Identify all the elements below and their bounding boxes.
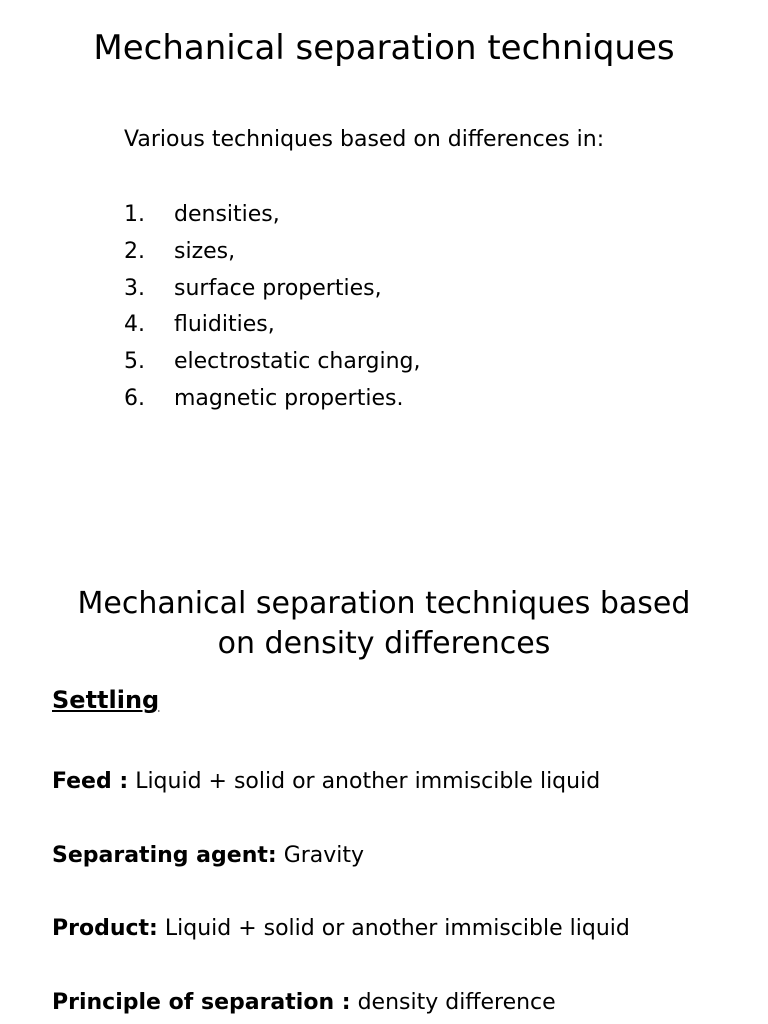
- section-title-line2: on density differences: [217, 626, 551, 661]
- principle-value: density difference: [357, 990, 556, 1015]
- technique-list: [124, 200, 420, 421]
- list-text: electrostatic charging,: [174, 349, 421, 375]
- section-title-line1: Mechanical separation techniques based: [77, 586, 691, 621]
- section-title: [0, 584, 768, 664]
- list-number: 1.: [124, 202, 145, 227]
- product-field: [52, 914, 630, 944]
- principle-field: [52, 988, 556, 1018]
- settling-heading: Settling: [52, 686, 160, 714]
- separating-agent-label: Separating agent:: [52, 843, 277, 868]
- list-text: densities,: [174, 202, 280, 227]
- product-label: Product:: [52, 916, 158, 941]
- intro-text: Various techniques based on differences in:: [124, 127, 605, 152]
- page-title: Mechanical separation techniques: [93, 28, 675, 68]
- separating-agent-value: Gravity: [283, 843, 365, 868]
- list-text: sizes,: [174, 238, 236, 264]
- principle-label: Principle of separation :: [52, 990, 351, 1015]
- feed-label: Feed :: [52, 769, 129, 794]
- list-number: 2.: [124, 238, 145, 264]
- list-item: [124, 310, 420, 347]
- list-number: 6.: [124, 385, 145, 411]
- separating-agent-field: [52, 841, 364, 871]
- list-item: [124, 347, 420, 384]
- list-text: fluidities,: [174, 312, 275, 338]
- list-text: surface properties,: [174, 275, 382, 301]
- list-item: [124, 274, 420, 311]
- list-item: [124, 200, 420, 237]
- list-text: magnetic properties.: [174, 385, 404, 411]
- list-number: 5.: [124, 349, 145, 375]
- list-number: 3.: [124, 275, 145, 301]
- feed-value: Liquid + solid or another immiscible liquid: [135, 769, 601, 794]
- list-number: 4.: [124, 312, 145, 338]
- product-value: Liquid + solid or another immiscible liquid: [164, 916, 630, 941]
- list-item: [124, 384, 420, 421]
- list-item: [124, 237, 420, 274]
- feed-field: [52, 767, 600, 797]
